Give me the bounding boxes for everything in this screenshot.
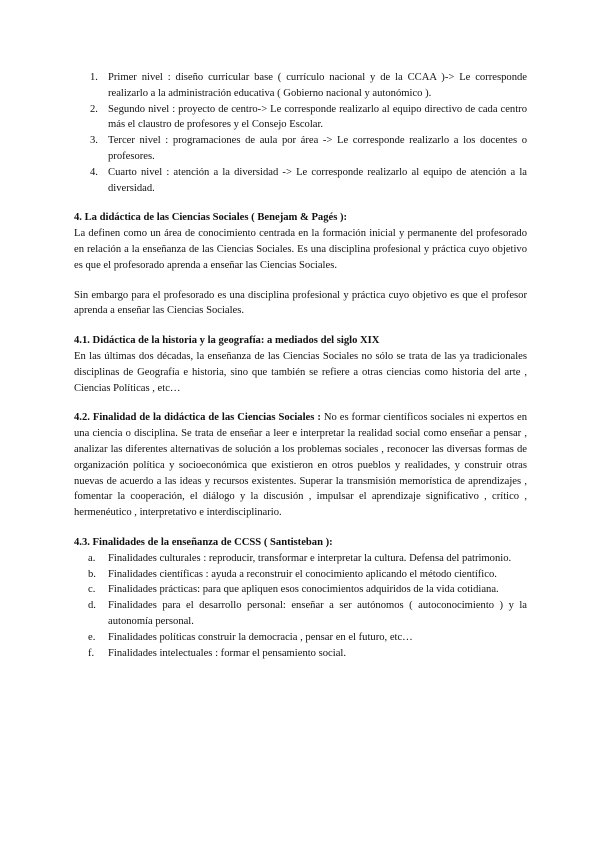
list-item-text: Primer nivel : diseño curricular base ( currículo nacional y de la CCAA )-> Le corresponde realizarlo a la administración educativa ( Gobierno nacional y autonómico ). (108, 72, 527, 99)
list-item (74, 165, 527, 197)
list-marker: e. (88, 631, 96, 643)
list-item (74, 551, 527, 567)
list-item (74, 630, 527, 646)
list-marker: 3. (90, 135, 98, 147)
list-marker: 4. (90, 166, 98, 178)
list-item (74, 102, 527, 134)
list-marker: c. (88, 584, 96, 596)
list-item-text: Finalidades para el desarrollo personal: enseñar a ser autónomos ( autoconocimiento ) y la autonomía personal. (108, 600, 527, 627)
section-4-paragraph-1: La definen como un área de conocimiento centrada en la formación inicial y permanente del profesorado en relación a la enseñanza de las Ciencias Sociales. Es una disciplina profesional y práctica cuyo objetivo es que el profesorado aprenda a enseñar las Ciencias Sociales. (74, 228, 527, 271)
section-4-1-heading: 4.1. Didáctica de la historia y la geografía: a mediados del siglo XIX (74, 335, 380, 347)
list-item-text: Tercer nivel : programaciones de aula por área -> Le corresponde realizarlo a los docentes o profesores. (108, 135, 527, 162)
section-4-3-heading: 4.3. Finalidades de la enseñanza de CCSS ( Santisteban ): (74, 536, 333, 548)
list-item (74, 598, 527, 630)
section-4-2-text: No es formar científicos sociales ni expertos en una ciencia o disciplina. Se trata de enseñar a leer e interpretar la realidad social como enseñar a pensar , analizar las diferentes alternativas de solución a los problemas sociales , reconocer las diversas formas de organización política y socioeconómica que existieron en otros pueblos y realidades, y construir otras nuevas de acuerdo a las ideas y recursos existentes. Superar la transmisión memorística de aprendizajes , fomentar la cooperación, el diálogo y la discusión , impulsar el aprendizaje significativo , crítico , hermenéutico , interpretativo e interdisciplinario. (74, 412, 527, 519)
list-marker: f. (88, 647, 95, 659)
list-marker: b. (88, 568, 96, 580)
curriculum-levels-list (74, 70, 527, 196)
list-item-text: Finalidades políticas construir la democracia , pensar en el futuro, etc… (108, 631, 413, 643)
list-item (74, 133, 527, 165)
list-marker: d. (88, 600, 96, 612)
list-marker: 2. (90, 103, 98, 115)
list-item-text: Finalidades culturales : reproducir, transformar e interpretar la cultura. Defensa del patrimonio. (108, 552, 512, 564)
list-item-text: Finalidades prácticas: para que apliquen esos conocimientos adquiridos de la vida cotidiana. (108, 584, 499, 596)
list-item (74, 70, 527, 102)
list-marker: 1. (90, 72, 98, 83)
section-4-1-paragraph: En las últimas dos décadas, la enseñanza de las Ciencias Sociales no sólo se trata de las ya tradicionales disciplinas de Geografía e historia, sino que también se refiere a otras ciencias como historia del arte , Ciencias Políticas , etc… (74, 350, 527, 394)
list-item (74, 567, 527, 583)
list-item-text: Finalidades intelectuales : formar el pensamiento social. (108, 647, 346, 659)
aims-list (74, 551, 527, 662)
list-item-text: Cuarto nivel : atención a la diversidad -> Le corresponde realizarlo al equipo de atención a la diversidad. (108, 166, 527, 194)
list-item (74, 582, 527, 598)
list-item-text: Segundo nivel : proyecto de centro-> Le corresponde realizarlo al equipo directivo de cada centro más el claustro de profesores y el Consejo Escolar. (108, 103, 527, 131)
list-item (74, 646, 527, 662)
section-4-2-paragraph (74, 410, 527, 521)
document-body (74, 70, 527, 661)
list-item-text: Finalidades científicas : ayuda a reconstruir el conocimiento aplicando el método científico. (108, 568, 497, 580)
section-4-heading: 4. La didáctica de las Ciencias Sociales ( Benejam & Pagés ): (74, 212, 348, 224)
list-marker: a. (88, 552, 96, 564)
section-4-paragraph-2: Sin embargo para el profesorado es una disciplina profesional y práctica cuyo objetivo es que el profesor aprenda a enseñar las Ciencias Sociales. (74, 289, 527, 317)
section-4-2-heading: 4.2. Finalidad de la didáctica de las Ciencias Sociales : (74, 412, 321, 424)
